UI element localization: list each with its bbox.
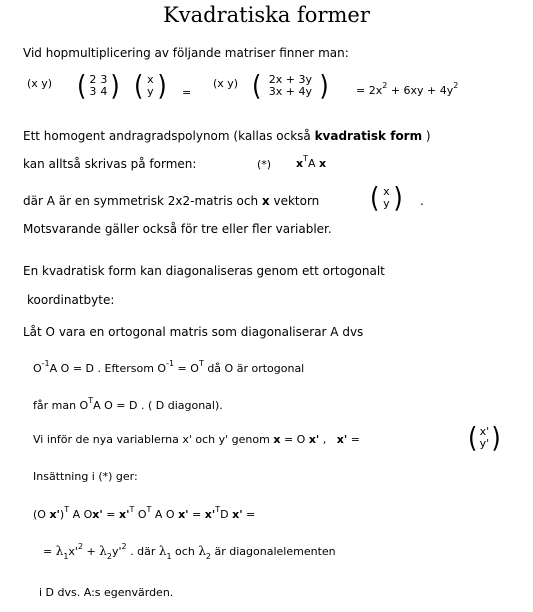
eq1-result: = $2x^2 + 6xy + 4y^2$	[356, 81, 459, 97]
vector-cell: 2x + 3y	[268, 73, 312, 86]
matrix-cell: 3	[89, 85, 97, 98]
quadratic-form-expression: $x^TA$ x	[296, 154, 327, 170]
eq1-row-vector-2: (x y)	[213, 77, 239, 90]
star-label: (*)	[257, 158, 272, 171]
para1-line3-end: .	[420, 194, 424, 208]
vector-cell: x'	[479, 425, 490, 438]
vector-cells	[380, 186, 392, 210]
eq1-product-vector	[252, 69, 329, 103]
vector-cell: x	[147, 73, 154, 86]
vector-cells	[262, 74, 318, 98]
eq1-row-vector: (x y)	[27, 77, 53, 90]
page-title: Kvadratiska former	[163, 3, 370, 27]
para2-line10: i D dvs. A:s egenvärden.	[39, 586, 174, 599]
para2-line9: = $\lambda_1x'^2 + \lambda_2y'^2$ . där $\lambda_1$ och $\lambda_2$ är diagonalelementen	[43, 542, 336, 561]
matrix-cell: 3	[100, 73, 108, 86]
para1-line3: där A är en symmetrisk 2x2-matris och x vektorn	[23, 194, 320, 208]
left-paren: (	[134, 69, 144, 103]
para2-line3: Låt O vara en ortogonal matris som diagonaliserar A dvs	[23, 325, 364, 339]
vector-cells	[478, 426, 490, 450]
matrix-cells	[87, 74, 109, 98]
vector-cell: y'	[479, 437, 490, 450]
matrix-cell: 4	[100, 85, 108, 98]
vector-cell: y	[147, 85, 154, 98]
para2-line8: (O x')$^T$ A $Ox' = x'^T$ $O^T$ A O $x' = x'^TD$ x' =	[33, 505, 256, 521]
vector-cells	[144, 74, 156, 98]
vector-cell: x	[383, 185, 390, 198]
intro-text: Vid hopmultiplicering av följande matriser finner man:	[23, 46, 349, 60]
para2-line6: Vi inför de nya variablerna x' och y' genom x = O x' , x' =	[33, 433, 360, 446]
right-paren: )	[157, 69, 167, 103]
left-paren: (	[370, 181, 380, 215]
eq1-matrix-A	[77, 69, 120, 103]
para2-line7: Insättning i (*) ger:	[33, 470, 138, 483]
para2-line4: $O^{-1}A$ O = D . Eftersom $O^{-1} = O^T$ då O är ortogonal	[33, 359, 305, 375]
para2-line5: får man $O^TA$ O = D . ( D diagonal).	[33, 396, 223, 412]
right-paren: )	[110, 69, 120, 103]
right-paren: )	[393, 181, 403, 215]
para1-line1: Ett homogent andragradspolynom (kallas också kvadratisk form )	[23, 129, 431, 143]
eq1-equals: =	[182, 86, 192, 99]
vector-cell: y	[383, 197, 390, 210]
left-paren: (	[252, 69, 262, 103]
right-paren: )	[319, 69, 329, 103]
para1-line2: kan alltså skrivas på formen:	[23, 157, 197, 171]
eq1-column-vector	[134, 69, 167, 103]
vector-cell: 3x + 4y	[268, 85, 312, 98]
para1-line4: Motsvarande gäller också för tre eller fler variabler.	[23, 222, 332, 236]
left-paren: (	[77, 69, 87, 103]
para2-line1: En kvadratisk form kan diagonaliseras genom ett ortogonalt	[23, 264, 385, 278]
left-paren: (	[468, 421, 478, 455]
vector-xpyp	[468, 421, 501, 455]
vector-xy	[370, 181, 403, 215]
para2-line2: koordinatbyte:	[27, 293, 115, 307]
matrix-cell: 2	[89, 73, 97, 86]
right-paren: )	[491, 421, 501, 455]
